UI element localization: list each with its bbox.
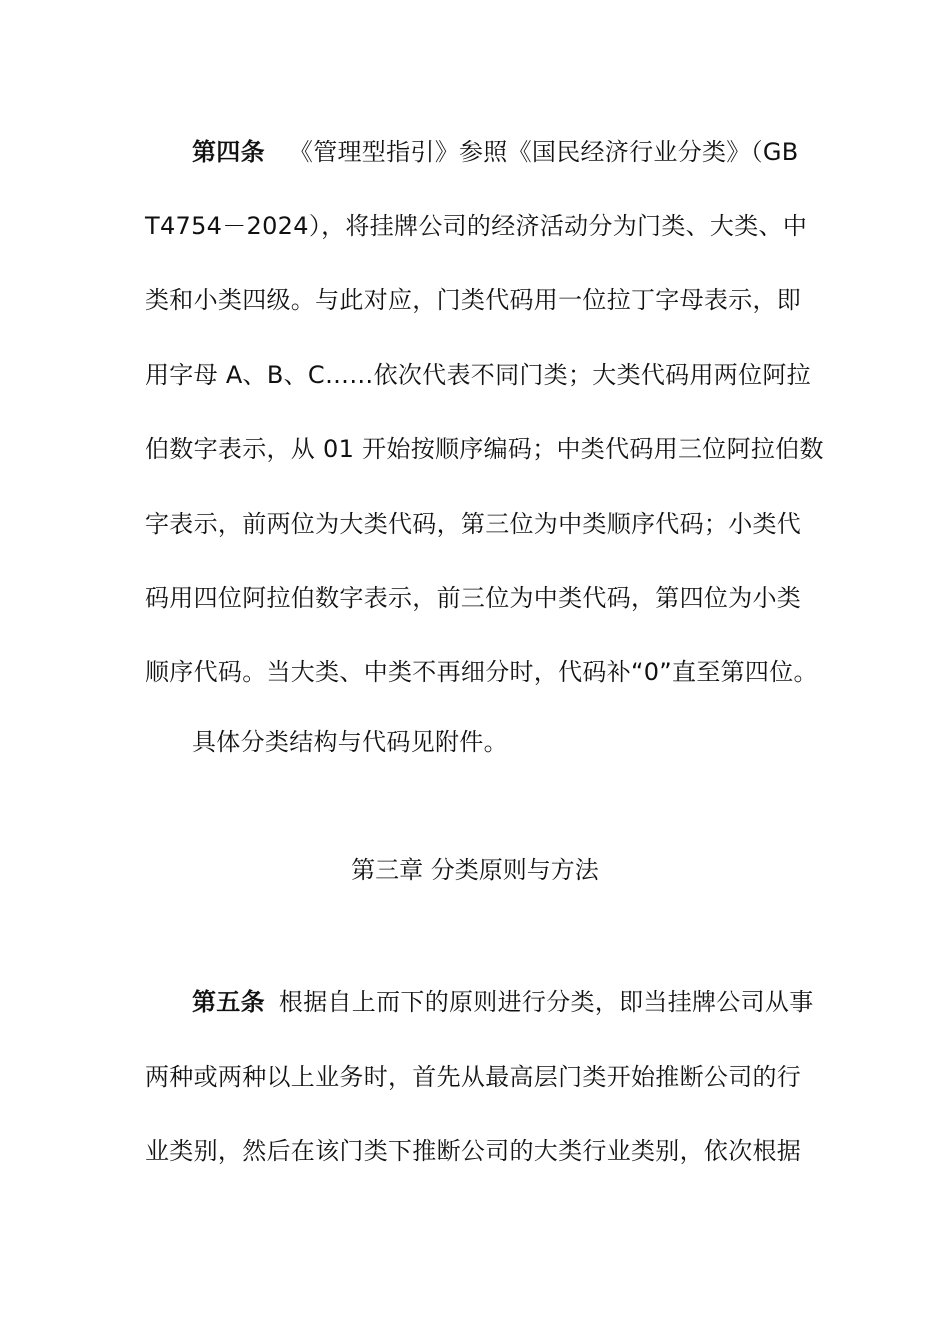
article4-label: 第四条 <box>192 138 265 166</box>
article4-line-1 <box>192 137 799 167</box>
article4-line-8: 顺序代码。当大类、中类不再细分时，代码补“0”直至第四位。 <box>145 658 818 686</box>
article4-line-7: 码用四位阿拉伯数字表示，前三位为中类代码，第四位为小类 <box>145 584 802 612</box>
article5-line-3: 业类别，然后在该门类下推断公司的大类行业类别，依次根据 <box>145 1137 802 1165</box>
article5-line-1 <box>192 987 814 1017</box>
article5-label: 第五条 <box>192 988 265 1016</box>
chapter-heading: 第三章 分类原则与方法 <box>351 856 599 884</box>
article4-line-9: 具体分类结构与代码见附件。 <box>192 728 508 756</box>
article4-line-6: 字表示，前两位为大类代码，第三位为中类顺序代码；小类代 <box>145 510 802 538</box>
article5-line-2: 两种或两种以上业务时，首先从最高层门类开始推断公司的行 <box>145 1063 802 1091</box>
article4-line-2: T4754－2024），将挂牌公司的经济活动分为门类、大类、中 <box>145 212 808 240</box>
article4-line-4: 用字母 A、B、C……依次代表不同门类；大类代码用两位阿拉 <box>145 361 811 389</box>
article4-line-3: 类和小类四级。与此对应，门类代码用一位拉丁字母表示，即 <box>145 286 802 314</box>
article4-line-5: 伯数字表示，从 01 开始按顺序编码；中类代码用三位阿拉伯数 <box>145 435 824 463</box>
article4-text-line-1: 《管理型指引》参照《国民经济行业分类》（GB <box>288 138 799 166</box>
article5-text-line-1: 根据自上而下的原则进行分类，即当挂牌公司从事 <box>278 988 814 1016</box>
